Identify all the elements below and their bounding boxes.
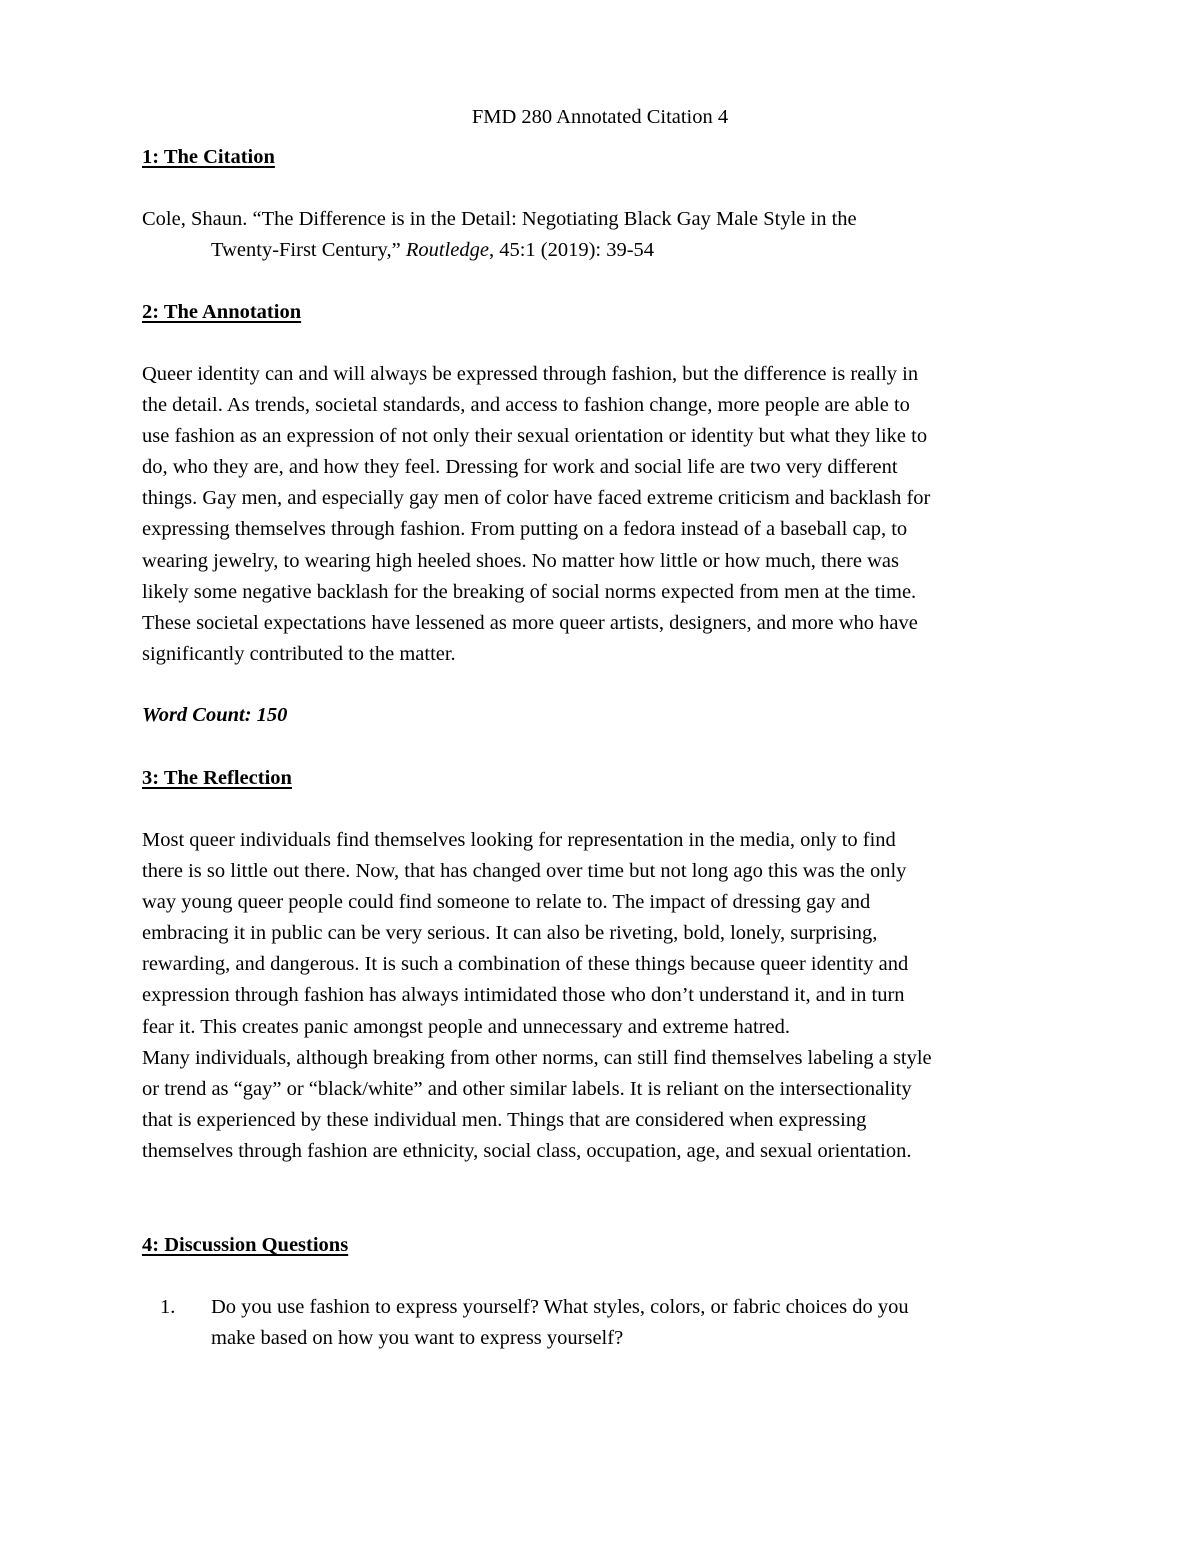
citation-journal: Routledge	[405, 239, 489, 261]
reflection-line: embracing it in public can be very serious. It can also be riveting, bold, lonely, surprising,	[142, 922, 878, 945]
section-heading-citation: 1: The Citation	[142, 146, 275, 168]
discussion-question-list	[142, 1292, 1062, 1354]
reflection-line: rewarding, and dangerous. It is such a combination of these things because queer identity and	[142, 953, 909, 976]
citation-authors-text: Twenty-First Century,”	[211, 239, 406, 261]
reflection-line: that is experienced by these individual men. Things that are considered when expressing	[142, 1108, 867, 1131]
annotation-paragraph	[142, 359, 1062, 670]
reflection-line: way young queer people could find someone to relate to. The impact of dressing gay and	[142, 891, 871, 914]
annotation-line: wearing jewelry, to wearing high heeled shoes. No matter how little or how much, there was	[142, 549, 899, 572]
question-line: make based on how you want to express yourself?	[211, 1327, 624, 1349]
annotation-line: These societal expectations have lessened as more queer artists, designers, and more who have	[142, 611, 918, 634]
reflection-line: expression through fashion has always intimidated those who don’t understand it, and in turn	[142, 984, 905, 1007]
annotation-line: likely some negative backlash for the breaking of social norms expected from men at the time.	[142, 580, 917, 603]
section-heading-discussion: 4: Discussion Questions	[142, 1234, 349, 1256]
question-number: 1.	[160, 1296, 176, 1318]
annotation-line: things. Gay men, and especially gay men of color have faced extreme criticism and backlash for	[142, 487, 931, 510]
reflection-paragraph	[142, 825, 1062, 1167]
annotation-line: Queer identity can and will always be expressed through fashion, but the difference is really in	[142, 363, 919, 385]
citation-block	[142, 204, 1062, 266]
section-heading-annotation: 2: The Annotation	[142, 301, 302, 323]
annotation-line: the detail. As trends, societal standards, and access to fashion change, more people are able to	[142, 394, 910, 417]
annotation-line: do, who they are, and how they feel. Dressing for work and social life are two very different	[142, 456, 898, 479]
section-heading-reflection: 3: The Reflection	[142, 767, 292, 789]
annotation-line: significantly contributed to the matter.	[142, 642, 456, 665]
question-text	[211, 1292, 1062, 1354]
reflection-line: or trend as “gay” or “black/white” and other similar labels. It is reliant on the intersectionality	[142, 1077, 912, 1100]
citation-line-1: Cole, Shaun. “The Difference is in the Detail: Negotiating Black Gay Male Style in the	[142, 208, 857, 230]
reflection-line: themselves through fashion are ethnicity, social class, occupation, age, and sexual orientation.	[142, 1139, 912, 1162]
list-item	[142, 1292, 1062, 1354]
citation-volume: , 45:1 (2019): 39-54	[488, 239, 655, 261]
reflection-line: Most queer individuals find themselves looking for representation in the media, only to find	[142, 829, 896, 851]
annotation-line: use fashion as an expression of not only their sexual orientation or identity but what they like to	[142, 425, 928, 448]
word-count: Word Count: 150	[142, 704, 288, 726]
reflection-line: there is so little out there. Now, that has changed over time but not long ago this was the only	[142, 860, 907, 883]
question-line: Do you use fashion to express yourself? What styles, colors, or fabric choices do you	[211, 1296, 909, 1318]
citation-line-2	[142, 235, 1062, 266]
reflection-line: Many individuals, although breaking from other norms, can still find themselves labeling a style	[142, 1046, 932, 1069]
document-title: FMD 280 Annotated Citation 4	[471, 106, 729, 128]
annotation-line: expressing themselves through fashion. From putting on a fedora instead of a baseball cap, to	[142, 518, 908, 541]
reflection-line: fear it. This creates panic amongst people and unnecessary and extreme hatred.	[142, 1015, 790, 1038]
